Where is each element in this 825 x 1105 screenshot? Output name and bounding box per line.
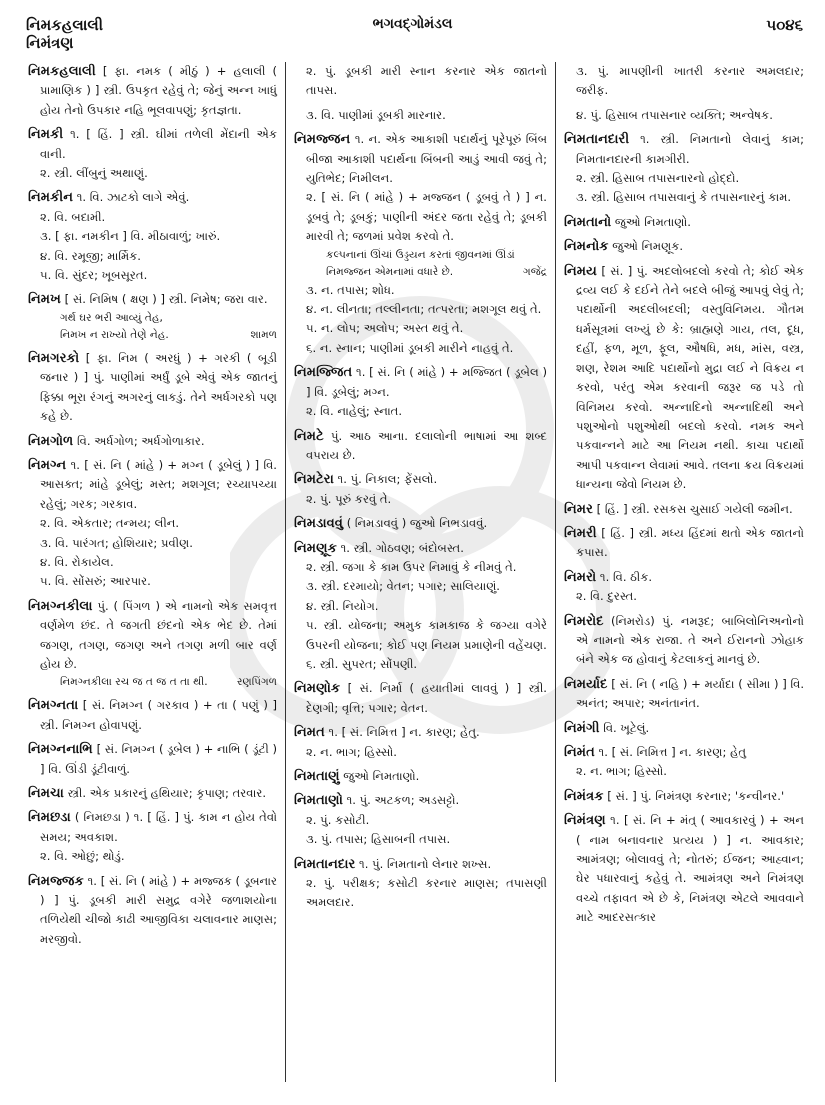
entry-sense: ૩. વિ. પારંગત; હોશિયાર; પ્રવીણ. <box>40 535 193 550</box>
entry-sense: ૨. વિ. બદામી. <box>40 209 106 224</box>
entry-text: ૧. પું. અટકળ; અડસટ્ટો. <box>346 793 460 808</box>
entry-definition <box>28 456 277 514</box>
entry-sense: ૨. વિ. નાહેલું; સ્નાત. <box>306 404 403 419</box>
entry-definition <box>294 470 547 489</box>
entry-sense: ૩. સ્ત્રી. દરમાયો; વેતન; પગાર; સાલિયાણું. <box>306 579 500 594</box>
dictionary-entry <box>564 262 804 495</box>
entry-sense: ૨. સ્ત્રી. જગા કે કામ ઉપર નિમાવું કે નીમવું તે. <box>306 559 517 574</box>
quotation-line <box>28 674 277 691</box>
entry-sense-continued: ૨. પું. ડૂબકી મારી સ્નાન કરનાર એક જાતનો તાપસ. <box>306 64 547 98</box>
entry-headword: નિમછડા <box>28 810 71 826</box>
entry-headword: નિમતાણું <box>294 769 340 784</box>
entry-text: [ સં. નિ ( નહિ ) + મર્યાદા ( સીમા ) ] વિ. અનંત; અપાર; અનંતાનંત. <box>576 676 805 711</box>
entry-headword: નિમડાવવું <box>294 516 344 532</box>
page-number: ૫૦૪૬ <box>766 16 803 34</box>
entry-headword: નિમર્યાદ <box>564 676 608 692</box>
entry-sense: ૫. વિ. સુંદર; ખૂબસૂરત. <box>40 268 148 283</box>
dictionary-entry <box>294 427 547 466</box>
guide-word-first: નિમકહલાલી <box>26 16 104 34</box>
entry-headword: નિમણૂક <box>294 540 337 556</box>
quotation-source: શામળ <box>250 328 277 341</box>
dictionary-entry <box>564 787 804 806</box>
entry-headword: નિમંત <box>564 745 595 760</box>
entry-text: [ સં. નિમગ્ન ( ડૂબેલ ) + નાભિ ( ડૂંટી ) ] વિ. ઊંડી ડૂંટીવાળું. <box>40 742 277 776</box>
entry-definition <box>564 524 804 563</box>
entry-text: ૧. [ સં. નિ ( માંહે ) + મજ્જિત ( ડૂબેલ ) ] વિ. ડૂબેલું; મગ્ન. <box>306 365 548 399</box>
entry-headword: નિમગ્ન <box>28 457 67 473</box>
dictionary-entry <box>564 612 804 670</box>
dictionary-entry <box>28 290 277 343</box>
entry-definition <box>28 784 277 803</box>
quotation-text: નિમખ ન રાખ્યો તેણે નેહ. <box>60 328 169 341</box>
entry-sense: ૨. સ્ત્રી. લીંબુનું અથાણું. <box>40 166 148 181</box>
entry-text: ૧. સ્ત્રી. ગોઠવણ; બંદોબસ્ત. <box>340 540 464 555</box>
column-2 <box>285 62 555 1082</box>
entry-sense: ૨. સ્ત્રી. હિસાબ તપાસનારનો હોદ્દો. <box>576 171 740 186</box>
entry-definition <box>294 791 547 810</box>
dictionary-entry <box>564 524 804 563</box>
entry-text: ૧. વિ. ઝાટકો લાગે એવું. <box>76 190 190 205</box>
guide-word-last: નિમંત્રણ <box>26 34 74 52</box>
entry-definition <box>294 679 547 718</box>
entry-definition <box>28 597 277 675</box>
quotation-line <box>294 247 547 264</box>
quotation-text: કલ્પનાનાં ઊંચાં ઉડ્ડયન કરતાં જીવનમાં ઊંડાં <box>326 248 515 261</box>
quotation-source: રણપિંગળ <box>237 676 277 689</box>
entry-sense: ૫. ન. લોપ; અલોપ; અસ્ત થવું તે. <box>306 321 464 336</box>
entry-headword: નિમગ્નકીલા <box>28 598 93 614</box>
dictionary-entry <box>564 675 804 714</box>
entry-text: વિ. અર્ધગોળ; અર્ધગોળાકાર. <box>77 433 205 448</box>
dictionary-entry <box>294 470 547 509</box>
dictionary-entry <box>294 130 547 358</box>
entry-headword: નિમતાનદારી <box>564 132 630 148</box>
dictionary-columns <box>22 62 812 1082</box>
entry-sense: ૬. ન. સ્નાન; પાણીમાં ડૂબકી મારીને નાહવું તે. <box>306 340 514 355</box>
entry-definition <box>294 427 547 466</box>
entry-definition <box>28 349 277 427</box>
entry-headword: નિમચા <box>28 786 64 801</box>
dictionary-entry <box>294 791 547 849</box>
entry-sense: ૨. વિ. એકતાર; તન્મય; લીન. <box>40 516 180 531</box>
entry-text: ( નિમડાવવું ) જુઓ નિભડાવવું. <box>346 516 488 531</box>
dictionary-entry <box>564 568 804 607</box>
quotation-source: ગજેંદ્ર <box>522 265 547 278</box>
dictionary-entry <box>564 719 804 738</box>
entry-headword: નિમગ્નતા <box>28 698 79 714</box>
dictionary-entry <box>28 125 277 183</box>
page-header <box>22 12 803 52</box>
entry-headword: નિમંત્રણ <box>564 813 606 829</box>
entry-definition <box>28 740 277 779</box>
entry-headword: નિમર <box>564 501 593 517</box>
entry-sense: ૪. વિ. રમૂજી; માર્મિક. <box>40 248 141 263</box>
entry-definition <box>564 213 804 232</box>
entry-definition <box>294 539 547 558</box>
entry-definition <box>294 130 547 188</box>
entry-headword: નિમગ્નનાભિ <box>28 742 93 758</box>
dictionary-entry <box>28 188 277 285</box>
entry-definition <box>564 811 804 927</box>
entry-sense-continued: ૪. પું. હિસાબ તપાસનાર વ્યક્તિ; અન્વેષક. <box>576 107 773 122</box>
dictionary-entry <box>564 500 804 519</box>
entry-definition <box>564 262 804 495</box>
quotation-line <box>294 264 547 281</box>
dictionary-entry <box>294 679 547 718</box>
entry-text: [ હિં. ] સ્ત્રી. રસકસ ચુસાઈ ગયેલી જમીન. <box>596 501 793 516</box>
entry-text: (નિમરોડ) પું. નમરૂદ; બાબિલોનિઅનોનો એ નામનો એક રાજા. તે અને ઈરાનનો ઝોહાક બંને એક જ હોવાનું કેટલાકનું માનવું છે. <box>576 613 804 667</box>
entry-text: ૧. [ સં. નિ ( માંહે ) + મગ્ન ( ડૂબેલું ) ] વિ. આસક્ત; માંહે ડૂબેલું; મસ્ત; મશગૂલ; રચ્યાપચ્યા રહેલું; ગરક; ગરકાવ. <box>40 457 277 511</box>
entry-sense-continued: ૩. પું. માપણીની ખાતરી કરનાર અમલદાર; જરીફ. <box>576 64 804 98</box>
entry-text: ૧. વિ. ઠીક. <box>599 569 653 584</box>
dictionary-entry <box>28 349 277 427</box>
entry-sense: ૨. ન. ભાગ; હિસ્સો. <box>306 744 397 759</box>
dictionary-entry <box>564 237 804 256</box>
entry-definition <box>564 719 804 738</box>
entry-headword: નિમંત્રક <box>564 788 604 804</box>
entry-headword: નિમત <box>294 725 325 741</box>
entry-headword: નિમગોળ <box>28 433 74 449</box>
dictionary-entry <box>294 539 547 675</box>
entry-headword: નિમરી <box>564 525 597 541</box>
entry-definition <box>28 808 277 847</box>
entry-text: ( નિમછડા ) ૧. [ હિં. ] પું. કામ ન હોય તેવો સમય; અવકાશ. <box>40 810 277 844</box>
entry-headword: નિમજ્જિત <box>294 365 353 381</box>
quotation-text: નિમગ્નકીલા રચ જ ત જ ત તા થી. <box>60 676 208 689</box>
entry-headword: નિમંગી <box>564 720 600 736</box>
entry-text: જુઓ નિમણૂક. <box>612 239 684 254</box>
dictionary-entry <box>294 363 547 421</box>
entry-sense: ૪. વિ. રોકાયેલ. <box>40 554 114 569</box>
dictionary-entry <box>294 767 547 786</box>
entry-text: પું. ( પિંગળ ) એ નામનો એક સમવૃત્ત વર્ણમેળ છંદ. તે જગતી છંદનો એક ભેદ છે. તેમાં જગણ, તગણ, જગણ અને તગણ મળી બાર વર્ણ હોય છે. <box>40 598 277 671</box>
entry-headword: નિમકહલાલી <box>28 64 96 79</box>
entry-headword: નિમટે <box>294 428 324 444</box>
entry-headword: નિમકીન <box>28 190 74 206</box>
entry-text: ૧. [ સં. નિમિત્ત ] ન. કારણ; હેતુ <box>598 745 747 759</box>
entry-headword: નિમખ <box>28 292 61 308</box>
entry-text: જુઓ નિમતાણો. <box>343 769 420 783</box>
dictionary-entry <box>564 130 804 208</box>
dictionary-entry <box>28 740 277 779</box>
entry-headword: નિમજ્જક <box>28 873 84 889</box>
entry-text: ૧. ન. એક આકાશી પદાર્થનું પૂરેપૂરું બિંબ બીજા આકાશી પદાર્થના બિંબની આડું આવી જવું તે; યુતિભેદ; નિમીલન. <box>306 132 547 186</box>
dictionary-entry <box>294 514 547 533</box>
entry-sense: ૨. [ સં. નિ ( માંહે ) + મજ્જન ( ડૂબવું તે ) ] ન. ડૂબવું તે; ડૂબકું; પાણીની અંદર જતા રહેવું તે; ડૂબકી મારવી તે; જળમાં પ્રવેશ કરવો તે. <box>306 190 547 244</box>
entry-text: વિ. ખૂટેલું. <box>603 720 650 735</box>
entry-sense: ૩. પું. તપાસ; હિસાબની તપાસ. <box>306 832 451 847</box>
entry-sense: ૨. ન. ભાગ; હિસ્સો. <box>576 764 667 779</box>
entry-text: ૧. પું. નિકાલ; ફેંસલો. <box>337 472 438 487</box>
entry-definition <box>564 500 804 519</box>
entry-sense: ૪. સ્ત્રી. નિયોગ. <box>306 598 379 613</box>
entry-text: પું. આઠ આના. દલાલોની ભાષામાં આ શબ્દ વપરાય છે. <box>306 428 547 462</box>
entry-definition <box>294 723 547 742</box>
entry-headword: નિમકી <box>28 127 64 143</box>
entry-text: [ સં. નિમિષ ( ક્ષણ ) ] સ્ત્રી. નિમેષ; જરા વાર. <box>64 292 268 307</box>
dictionary-entry <box>28 872 277 950</box>
entry-text: જુઓ નિમતાણો. <box>614 214 691 229</box>
entry-definition <box>564 743 804 762</box>
entry-definition <box>564 237 804 256</box>
entry-sense: ૨. વિ. દુરસ્ત. <box>576 589 637 604</box>
column-3 <box>555 62 812 1082</box>
dictionary-entry <box>28 456 277 592</box>
entry-definition <box>294 855 547 874</box>
dictionary-entry <box>564 213 804 232</box>
entry-headword: નિમનોક <box>564 239 609 255</box>
entry-text: ૧. પું. નિમતાનો લેનાર શખ્સ. <box>359 856 492 871</box>
dictionary-entry <box>28 432 277 451</box>
quotation-line <box>28 327 277 344</box>
quotation-line <box>28 310 277 327</box>
entry-definition <box>564 612 804 670</box>
entry-definition <box>564 787 804 806</box>
entry-sense: ૨. પું. કસોટી. <box>306 812 370 827</box>
entry-sense: ૨. પું. પરીક્ષક; કસોટી કરનાર માણસ; તપાસણી અમલદાર. <box>306 876 547 910</box>
entry-definition <box>28 290 277 309</box>
entry-text: [ ફા. નિમ ( અરધું ) + ગરકી ( બૂડી જનાર ) ] પું. પાણીમાં અર્ધું ડૂબે એવું એક જાતનું ફિક્કા ભૂરા રંગનું અગરનું લાકડું. તેને અર્ધગરકો પણ કહે છે. <box>40 350 278 424</box>
quotation-text: ગર્થ ઘર ભરી આવ્યું તેહ, <box>60 311 163 324</box>
quotation-text: નિમજ્જન એમનામાં વધારે છે. <box>326 265 454 278</box>
entry-sense: ૫. સ્ત્રી. યોજના; અમુક કામકાજ કે જગ્યા વગેરે ઉપરની યોજના; કોઈ પણ નિયમ પ્રમાણેની વહેંચણ. <box>306 618 547 652</box>
dictionary-entry <box>564 743 804 782</box>
entry-definition <box>564 675 804 714</box>
entry-definition <box>294 767 547 786</box>
entry-text: [ ફા. નમક ( મીઠું ) + હલાલી ( પ્રામાણિક ) ] સ્ત્રી. ઉપકૃત રહેવું તે; જેનું અન્ન ખાધું હોય તેનો ઉપકાર નહિ ભૂલવાપણું; કૃતજ્ઞતા. <box>40 64 278 117</box>
entry-sense-continued: ૩. વિ. પાણીમાં ડૂબકી મારનાર. <box>306 107 446 122</box>
entry-sense: ૩. [ ફા. નમકીન ] વિ. મીઠાવાળું; ખારું. <box>40 229 221 244</box>
entry-text: [ સં. ] પું. નિમંત્રણ કરનાર; 'કન્વીનર.' <box>607 788 785 803</box>
entry-headword: નિમણોક <box>294 681 341 697</box>
entry-definition <box>564 130 804 169</box>
entry-text: [ હિં. ] સ્ત્રી. મધ્ય હિંદમાં થતો એક જાતનો કપાસ. <box>576 525 804 560</box>
dictionary-entry <box>28 696 277 735</box>
entry-headword: નિમય <box>564 263 597 279</box>
book-title: ભગવદ્ગોમંડલ <box>372 16 453 32</box>
column-1 <box>22 62 285 1082</box>
entry-headword: નિમતાનો <box>564 214 612 230</box>
entry-text: સ્ત્રી. એક પ્રકારનું હથિયાર; કૃપાણ; તરવાર. <box>67 786 267 800</box>
entry-definition <box>564 568 804 587</box>
dictionary-entry <box>564 811 804 927</box>
entry-sense: ૨. વિ. ઓછું; થોડું. <box>40 849 125 864</box>
entry-text: ૧. [ સં. નિ + મંત્ર્ ( આવકારવું ) + અન ( નામ બનાવનાર પ્રત્યય ) ] ન. આવકાર; આમંત્રણ; બોલાવવું તે; નોતરું; ઈજન; આહ્વાન; ઘેર પધારવાનું કહેવું તે. આમંત્રણ અને નિમંત્રણ વચ્ચે તફાવત એ છે કે, નિમંત્રણ એટલે આવવાને માટે આદરસત્કાર <box>576 813 804 925</box>
entry-text: ૧. [ હિં. ] સ્ત્રી. ઘીમાં તળેલી મેંદાની એક વાની. <box>40 127 278 161</box>
entry-headword: નિમરોદ <box>564 613 604 629</box>
entry-headword: નિમરો <box>564 569 597 585</box>
entry-sense: ૩. ન. તપાસ; શોધ. <box>306 282 395 297</box>
dictionary-entry <box>28 808 277 866</box>
entry-sense: ૪. ન. લીનતા; તલ્લીનતા; તત્પરતા; મશગૂલ થવું તે. <box>306 302 542 317</box>
entry-headword: નિમતાનદાર <box>294 856 356 872</box>
entry-text: [ સં. નિમગ્ન ( ગરકાવ ) + તા ( પણું ) ] સ્ત્રી. નિમગ્ન હોવાપણું. <box>40 698 277 732</box>
entry-sense: ૫. વિ. સોંસરું; આરપાર. <box>40 574 151 589</box>
dictionary-entry <box>28 62 277 120</box>
entry-text: ૧. [ સં. નિ ( માંહે ) + મજ્જક ( ડૂબનાર ) ] પું. ડૂબકી મારી સમુદ્ર વગેરે જળાશયોના તળિયેથી ચીજો કાઢી આજીવિકા ચલાવનાર માણસ; મરજીવો. <box>40 873 277 946</box>
entry-text: ૧. [ સં. નિમિત્ત ] ન. કારણ; હેતુ. <box>328 725 480 740</box>
entry-sense: ૩. સ્ત્રી. હિસાબ તપાસવાનું કે તપાસનારનું કામ. <box>576 190 792 205</box>
entry-text: [ સં. ] પું. અદલોબદલો કરવો તે; કોઈ એક દ્રવ્ય લઈ કે દઈને તેને બદલે બીજું આપવું લેવું તે; પદાર્થોની અદલીબદલી; વસ્તુવિનિમય. ગૌતમ ધર્મસૂત્રમાં લખ્યું છે કે: બ્રાહ્મણે ગાય, તલ, દૂધ, દહીં, ફળ, મૂળ, ફૂલ, ઔષધિ, મધ, માંસ, વસ્ત્ર, શણ, રેશમ આદિ પદાર્થોનો મુદ્રા લઈ ને વિક્રય ન કરવો, પરંતુ એમ કરવાની જરૂર જ પડે તો વિનિમય કરવો. અન્નાદિનો અન્નાદિથી અને પશુઓનો પશુઓથી બદલો કરવો. નમક અને પકવાન્નને માટે આ નિયમ નથી. કાચા પદાર્થો આપી પકવાન્ન લેવામાં આવે. તલના ક્રય વિક્રયમાં ધાન્યના જેવો નિયમ છે. <box>576 263 804 492</box>
dictionary-entry <box>28 597 277 692</box>
entry-headword: નિમટેરા <box>294 472 334 488</box>
entry-text: [ સં. નિર્મા ( હયાતીમાં લાવવું ) ] સ્ત્રી. દેણગી; વૃત્તિ; પગાર; વેતન. <box>306 681 547 715</box>
dictionary-entry <box>294 855 547 913</box>
entry-headword: નિમજ્જન <box>294 132 351 148</box>
entry-definition <box>28 125 277 164</box>
entry-sense: ૬. સ્ત્રી. સુપરત; સોંપણી. <box>306 656 418 671</box>
entry-definition <box>294 514 547 533</box>
entry-definition <box>28 432 277 451</box>
entry-definition <box>28 696 277 735</box>
entry-definition <box>294 363 547 402</box>
dictionary-entry <box>294 723 547 762</box>
entry-definition <box>28 872 277 950</box>
dictionary-entry <box>28 784 277 803</box>
entry-headword: નિમતાણો <box>294 793 343 809</box>
entry-sense: ૨. પું. પૂરું કરવું તે. <box>306 491 392 506</box>
entry-text: ૧. સ્ત્રી. નિમતાનો લેવાનું કામ; નિમતાનદારની કામગીરી. <box>576 132 805 166</box>
entry-definition <box>28 188 277 207</box>
entry-headword: નિમગરકો <box>28 350 80 366</box>
entry-definition <box>28 62 277 120</box>
